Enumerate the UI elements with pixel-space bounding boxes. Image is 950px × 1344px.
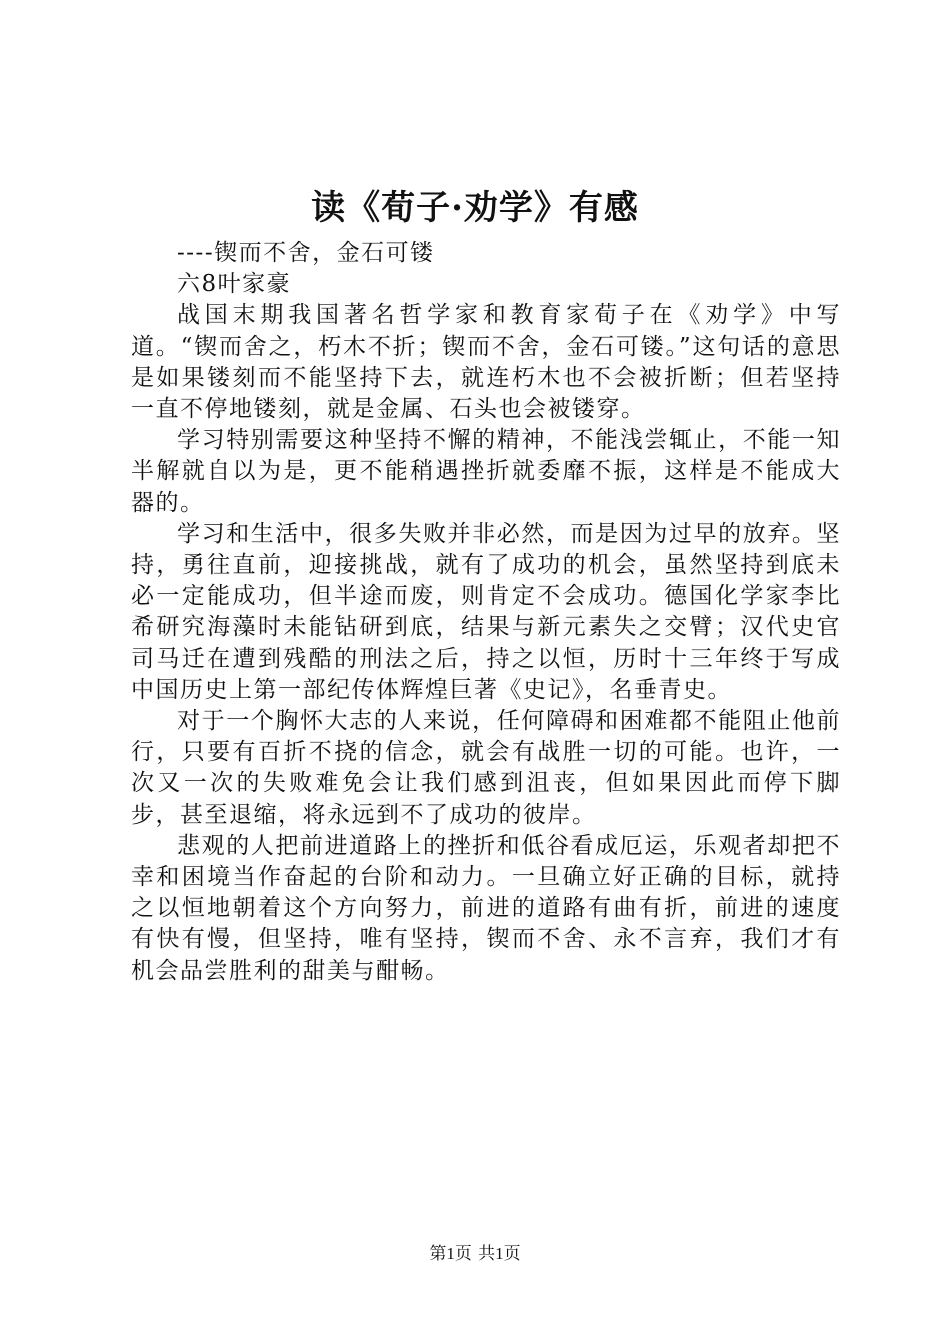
paragraph: 对于一个胸怀大志的人来说，任何障碍和困难都不能阻止他前行，只要有百折不挠的信念，就会有战胜一切的可能。也许，一次又一次的失败难免会让我们感到沮丧，但如果因此而停下脚步，甚至退缩，将永远到不了成功的彼岸。	[131, 708, 841, 828]
page-footer	[0, 1243, 950, 1265]
paragraph: 悲观的人把前进道路上的挫折和低谷看成厄运，乐观者却把不幸和困境当作奋起的台阶和动力。一旦确立好正确的目标，就持之以恒地朝着这个方向努力，前进的道路有曲有折，前进的速度有快有慢，但坚持，唯有坚持，锲而不舍、永不言弃，我们才有机会品尝胜利的甜美与酣畅。	[131, 832, 841, 984]
paragraph: 学习特别需要这种坚持不懈的精神，不能浅尝辄止，不能一知半解就自以为是，更不能稍遇挫折就委靡不振，这样是不能成大器的。	[131, 427, 841, 516]
page-total: 共1页	[478, 1244, 521, 1263]
document-body	[131, 238, 841, 987]
paragraph: 战国末期我国著名哲学家和教育家荀子在《劝学》中写道。“锲而舍之，朽木不折；锲而不舍，金石可镂。”这句话的意思是如果镂刻而不能坚持下去，就连朽木也不会被折断；但若坚持一直不停地镂刻，就是金属、石头也会被镂穿。	[131, 302, 841, 423]
paragraph: 学习和生活中，很多失败并非必然，而是因为过早的放弃。坚持，勇往直前，迎接挑战，就有了成功的机会，虽然坚持到底未必一定能成功，但半途而废，则肯定不会成功。德国化学家李比希研究海藻时未能钻研到底，结果与新元素失之交臂；汉代史官司马迁在遭到残酷的刑法之后，持之以恒，历时十三年终于写成中国历史上第一部纪传体辉煌巨著《史记》，名垂青史。	[131, 520, 841, 703]
subtitle-line: ----锲而不舍，金石可镂	[177, 240, 435, 266]
page-number: 第1页	[429, 1244, 472, 1263]
document-title: 读《荀子·劝学》有感	[311, 188, 639, 228]
author-line: 六8叶家豪	[177, 271, 292, 298]
